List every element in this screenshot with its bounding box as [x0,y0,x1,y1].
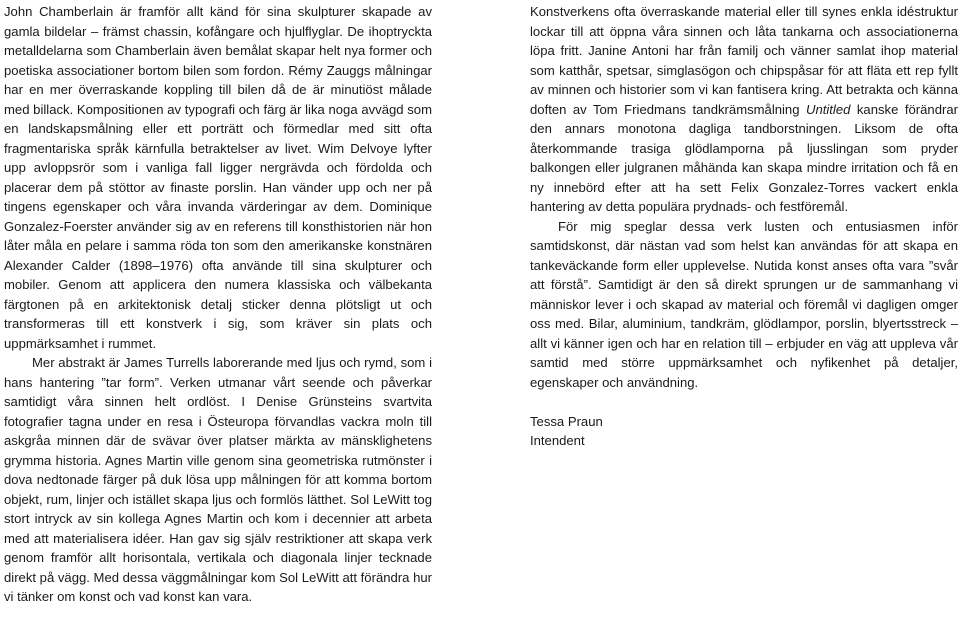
signature-title: Intendent [530,433,585,448]
right-paragraph-2: För mig speglar dessa verk lusten och entusiasmen inför samtidskonst, där nästan vad som helst kan användas för att skapa en tankeväckande form eller upplevelse. Nutida konst anses ofta vara ”svår att förstå”. Samtidigt är den så direkt sprungen ur de sammanhang vi människor lever i och skapad av material och föremål vi dagligen omger oss med. Bilar, aluminium, tandkräm, glödlampor, porslin, blyertsstreck – allt vi känner igen och har en relation till – erbjuder en väg att uppleva vår samtid med större uppmärksamhet och nyfikenhet på detaljer, egenskaper och användning. [530,218,958,390]
right-paragraph-1-part-a: Konstverkens ofta överraskande material eller till synes enkla idéstruktur lockar till att öppna våra sinnen och låta tankarna och associationerna löpa fritt. Janine Antoni har från familj och vänner samlat ihop material som katthår, spetsar, simglasögon och chipspåsar för att fläta ett rep fyllt av minnen och historier som vi kan fantisera kring. Att betrakta och känna doften av Tom Friedmans tandkrämsmålning [530,4,958,117]
artwork-title-untitled: Untitled [805,101,851,117]
signature [530,412,958,451]
left-paragraph-1: John Chamberlain är framför allt känd för sina skulpturer skapade av gamla bildelar – främst chassin, kofångare och hjulflyglar. De ihoptryckta metalldelarna som Chamberlain även bemålat skapar helt nya former och poetiska associationer bortom bilen som fordon. Rémy Zauggs målningar har en mer överraskande koppling till bilen då de är minutiöst målade med billack. Kompositionen av typografi och färg är lika noga avvägd som en landskapsmålning eller ett porträtt och förmedlar med sitt ofta fragmentariska språk kärnfulla betraktelser av livet. Wim Delvoye lyfter upp avloppsrör som i vanliga fall ligger nergrävda och fördolda och placerar dem på stöttor av finaste porslin. Han vänder upp och ner på tingens egenskaper och våra invanda värderingar av dem. Dominique Gonzalez-Foerster använder sig av en referens till konsthistorien när hon låter måla en pelare i samma röda ton som den amerikanske konstnären Alexander Calder (1898–1976) ofta använde till sina skulpturer och mobiler. Genom att applicera den numera klassiska och välbekanta färgtonen på en arkitektonisk detalj sticker denna plötsligt ut och transformeras till ett konstverk i sig, som kräver sin plats och uppmärksamhet i rummet. [4,4,432,351]
left-column [4,2,432,607]
right-paragraph-1-part-b: kanske förändrar den annars monotona dagliga tandborstningen. Liksom de ofta återkommande trasiga glödlamporna på ljusslingan som pryder balkongen eller julgranen måhända kan skapa mindre irritation och få en ny innebörd efter att ha sett Felix Gonzalez-Torres vackert enkla hantering av detta populära prydnads- och festföremål. [530,101,958,214]
signature-name: Tessa Praun [530,413,603,429]
left-paragraph-2: Mer abstrakt är James Turrells laborerande med ljus och rymd, som i hans hantering ”tar form”. Verken utmanar vårt seende och påverkar samtidigt våra sinnen helt ordlöst. I Denise Grünsteins svartvita fotografier tagna under en resa i Östeuropa förvandlas vackra moln till askgråa minnen där de svävar över platser märkta av mänsklighetens grymma historia. Agnes Martin ville genom sina geometriska rutmönster i dova nedtonade färger på duk lösa upp målningen för att komma bortom objekt, rum, linjer och istället skapa ljus och formlös lätthet. Sol LeWitt tog stort intryck av sin kollega Agnes Martin och kom i decennier att arbeta med att materialisera idéer. Han gav sig själv restriktioner att skapa verk genom framför allt horisontala, vertikala och diagonala linjer tecknade direkt på vägg. Med dessa väggmålningar kom Sol LeWitt att förändra hur vi tänker om konst och vad konst kan vara. [4,355,432,604]
right-column [530,2,958,451]
right-paragraph-1 [530,2,958,217]
